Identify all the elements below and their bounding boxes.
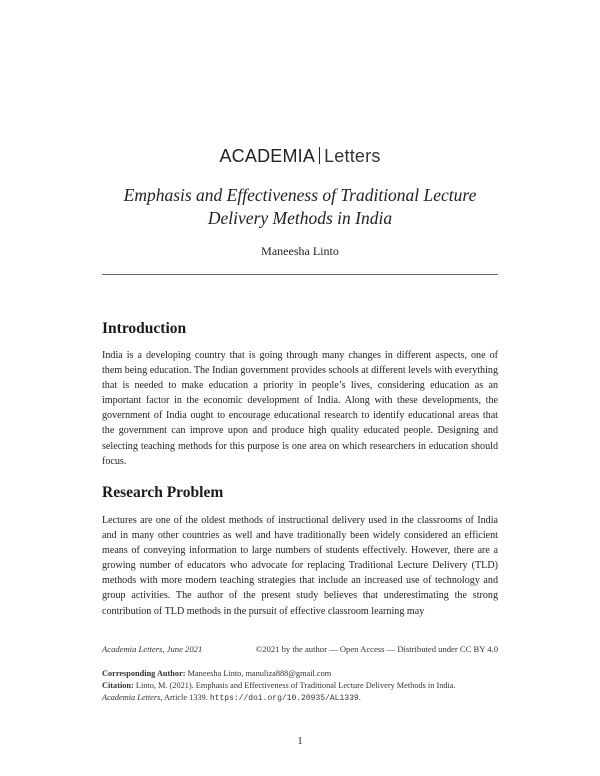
corresponding-label: Corresponding Author: <box>102 669 186 678</box>
citation-label: Citation: <box>102 681 134 690</box>
corresponding-value: Maneesha Linto, manuliza888@gmail.com <box>187 669 332 678</box>
section-body-introduction: India is a developing country that is going through many changes in different aspects, one of them being education. The Indian government provides schools at different levels with everything that is needed to make education a priority in people’s lives, considering education as an important factor in the economic development of India. Along with these developments, the government of India ought to encourage educational research to identify educational areas that the government can improve upon and produce high quality educated people. Designing and selecting teaching methods for this purpose is one area on which researchers in education should focus. <box>102 350 498 467</box>
citation-journal: Academia Letters <box>102 693 161 702</box>
citation-end: . <box>358 693 361 702</box>
citation-article: , Article 1339. <box>160 693 208 702</box>
masthead-sub: Letters <box>324 146 381 166</box>
section-heading-research-problem: Research Problem <box>102 484 224 501</box>
footer-license: ©2021 by the author — Open Access — Distributed under CC BY 4.0 <box>255 644 498 654</box>
citation <box>102 680 502 692</box>
title-divider <box>102 274 498 275</box>
corresponding-author <box>102 668 502 680</box>
page-footer <box>102 644 498 654</box>
paper-title <box>100 184 500 230</box>
section-heading-introduction: Introduction <box>102 320 187 337</box>
section-body-research-problem: Lectures are one of the oldest methods of instructional delivery used in the classrooms of India and in many other countries as well and have traditionally been widely considered an efficient means of conveying information to large numbers of students effectively. However, there are a growing number of educators who advocate for replacing Traditional Lecture Delivery (TLD) methods with more modern teaching strategies that include an increased use of technology and group activities. The author of the present study believes that underestimating the strong contribution of TLD methods in the pursuit of effective classroom learning may <box>102 515 498 617</box>
citation-value: Linto, M. (2021). Emphasis and Effectiveness of Traditional Lecture Delivery Methods in India. <box>135 681 456 690</box>
citation-doi-link[interactable]: https://doi.org/10.20935/AL1339 <box>209 694 359 703</box>
citation-continued <box>102 692 502 705</box>
masthead-brand: ACADEMIA <box>219 146 316 166</box>
title-line-2: Delivery Methods in India <box>207 208 393 228</box>
footer-journal: Academia Letters, June 2021 <box>102 644 203 654</box>
title-line-1: Emphasis and Effectiveness of Traditional Lecture <box>123 185 477 205</box>
page-number: 1 <box>297 736 303 747</box>
journal-masthead <box>0 146 600 167</box>
author-name: Maneesha Linto <box>261 244 339 258</box>
masthead-divider <box>319 147 320 164</box>
